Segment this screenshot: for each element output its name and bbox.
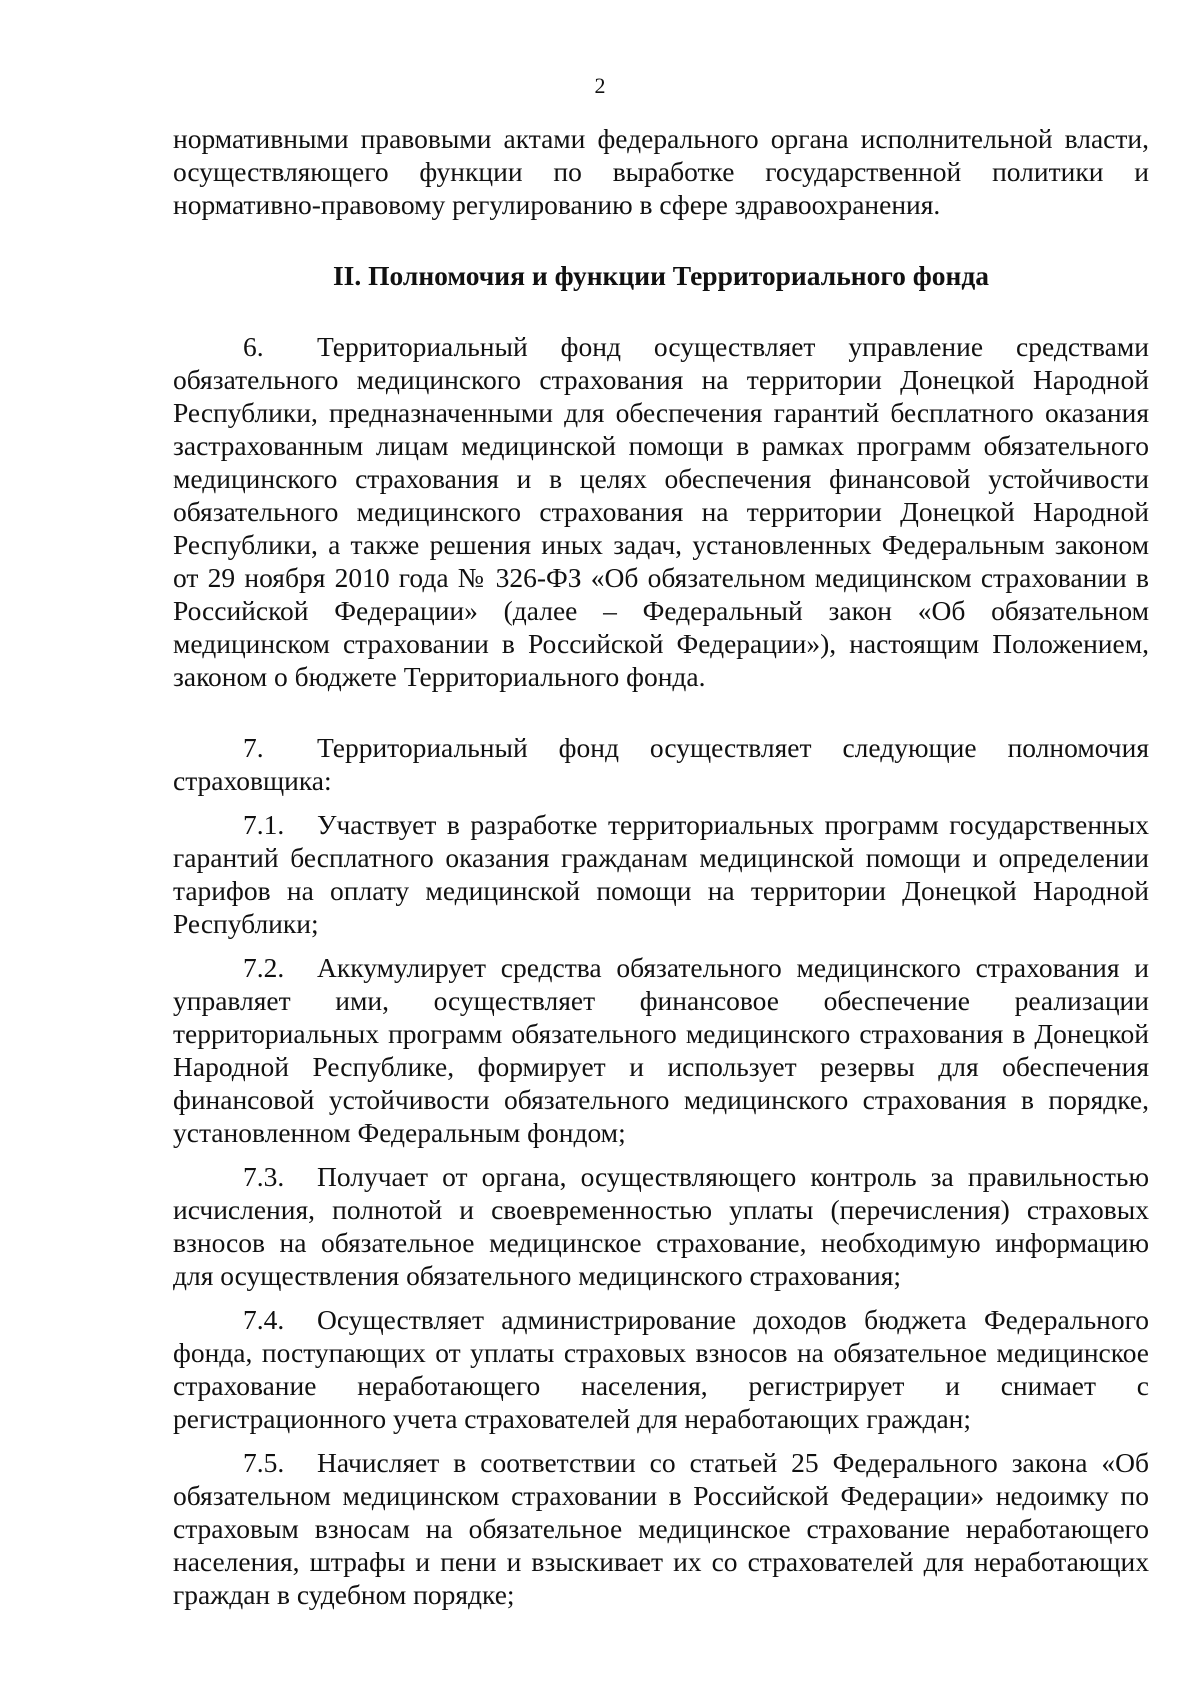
paragraph-7-3 — [173, 1160, 1149, 1292]
paragraph-7-4 — [173, 1303, 1149, 1435]
paragraph-number: 7.3. — [243, 1161, 285, 1192]
section-heading: II. Полномочия и функции Территориального фонда — [332, 260, 990, 291]
paragraph-number: 7. — [243, 732, 264, 763]
page-number: 2 — [594, 73, 606, 98]
paragraph-number: 7.2. — [243, 952, 285, 983]
paragraph-text: Получает от органа, осуществляющего контроль за правильностью исчисления, полнотой и своевременностью уплаты (перечисления) страховых взносов на обязательное медицинское страхование, необходимую информацию для осуществления обязательного медицинского страхования; — [173, 1161, 1149, 1291]
paragraph-text: Аккумулирует средства обязательного медицинского страхования и управляет ими, осуществляет финансовое обеспечение реализации территориальных программ обязательного медицинского страхования в Донецкой Народной Республике, формирует и использует резервы для обеспечения финансовой устойчивости обязательного медицинского страхования в порядке, установленном Федеральным фондом; — [173, 952, 1149, 1148]
document-body — [173, 122, 1149, 1611]
paragraph-text: Территориальный фонд осуществляет следующие полномочия страховщика: — [173, 732, 1149, 796]
paragraph-text: Территориальный фонд осуществляет управление средствами обязательного медицинского страхования на территории Донецкой Народной Республики, предназначенными для обеспечения гарантий бесплатного оказания застрахованным лицам медицинской помощи в рамках программ обязательного медицинского страхования и в целях обеспечения финансовой устойчивости обязательного медицинского страхования на территории Донецкой Народной Республики, а также решения иных задач, установленных Федеральным законом от 29 ноября 2010 года № 326-ФЗ «Об обязательном медицинском страховании в Российской Федерации» (далее – Федеральный закон «Об обязательном медицинском страховании в Российской Федерации»), настоящим Положением, законом о бюджете Территориального фонда. — [173, 331, 1149, 692]
intro-paragraph: нормативными правовыми актами федерального органа исполнительной власти, осуществляющего функции по выработке государственной политики и нормативно-правовому регулированию в сфере здравоохранения. — [173, 123, 1149, 220]
paragraph-number: 7.5. — [243, 1447, 285, 1478]
paragraph-7 — [173, 731, 1149, 797]
paragraph-number: 6. — [243, 331, 264, 362]
paragraph-7-2 — [173, 951, 1149, 1149]
paragraph-text: Начисляет в соответствии со статьей 25 Федерального закона «Об обязательном медицинском страховании в Российской Федерации» недоимку по страховым взносам на обязательное медицинское страхование неработающего населения, штрафы и пени и взыскивает их со страхователей для неработающих граждан в судебном порядке; — [173, 1447, 1149, 1610]
paragraph-number: 7.4. — [243, 1304, 285, 1335]
paragraph-text: Участвует в разработке территориальных программ государственных гарантий бесплатного оказания гражданам медицинской помощи и определении тарифов на оплату медицинской помощи на территории Донецкой Народной Республики; — [173, 809, 1149, 939]
paragraph-7-1 — [173, 808, 1149, 940]
paragraph-6 — [173, 330, 1149, 693]
paragraph-number: 7.1. — [243, 809, 285, 840]
paragraph-text: Осуществляет администрирование доходов бюджета Федерального фонда, поступающих от уплаты страховых взносов на обязательное медицинское страхование неработающего населения, регистрирует и снимает с регистрационного учета страхователей для неработающих граждан; — [173, 1304, 1149, 1434]
paragraph-7-5 — [173, 1446, 1149, 1611]
